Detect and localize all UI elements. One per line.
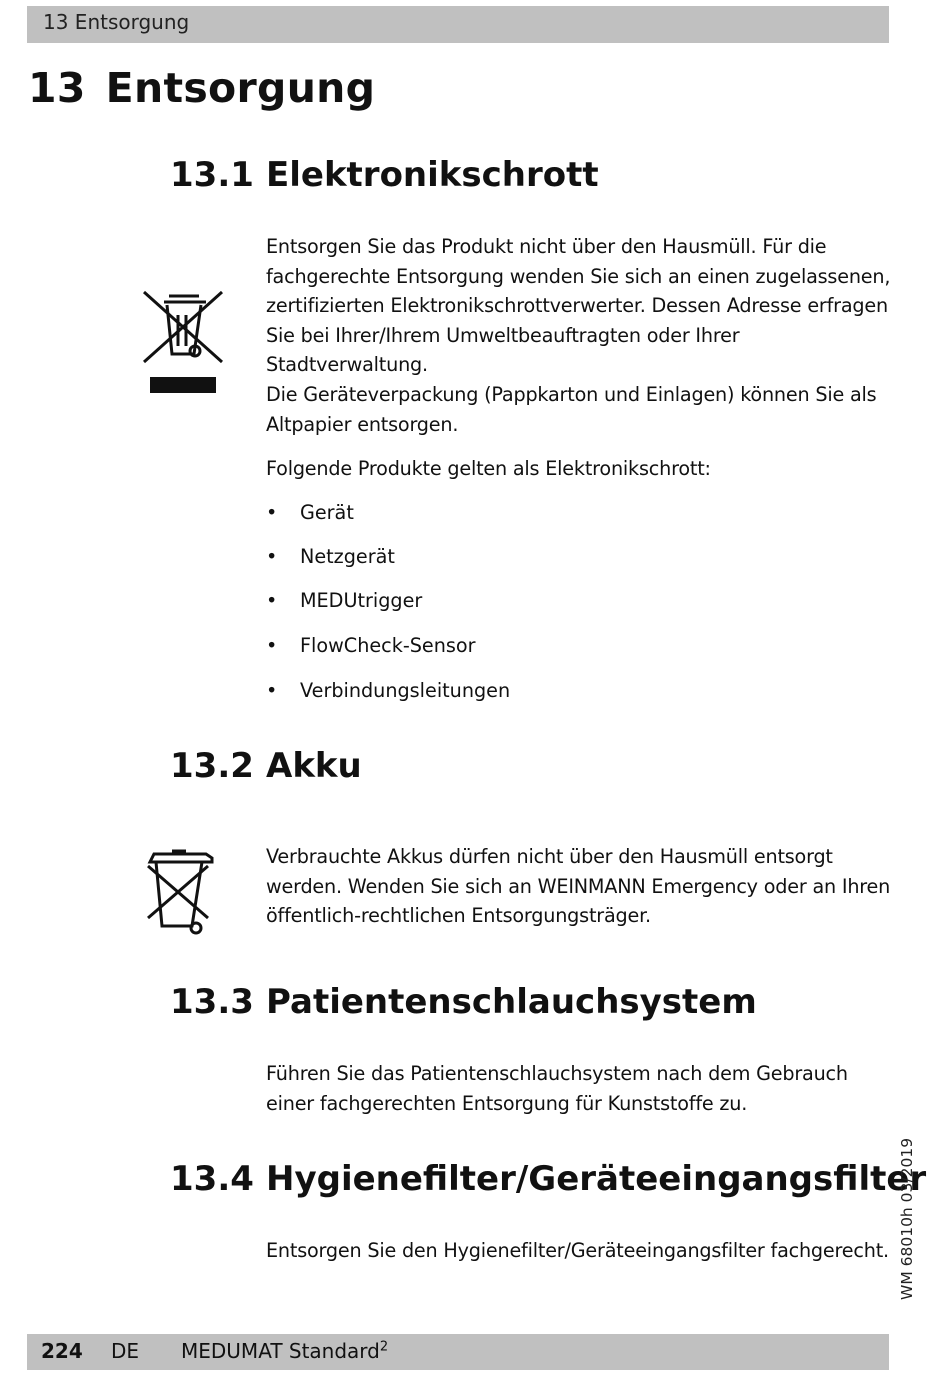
paragraph: Verbrauchte Akkus dürfen nicht über den Hausmüll entsorgt werden. Wenden Sie sich an WEINMANN Emergency oder an Ihren öffentlich-rechtlichen Entsorgungsträger.: [266, 845, 891, 927]
section-title: Elektronikschrott: [266, 155, 599, 195]
page-number: 224: [41, 1339, 83, 1363]
page-footer: [27, 1334, 889, 1370]
chapter-number: 13: [28, 64, 86, 112]
language-code: DE: [111, 1339, 140, 1363]
paragraph: Entsorgen Sie das Produkt nicht über den Hausmüll. Für die fachgerechte Entsorgung wenden Sie sich an einen zugelassenen, zertifizierten Elektronikschrottverwerter. Dessen Adresse erfragen Sie bei Ihrer/Ihrem Umweltbeauftragten oder Ihrer Stadtverwaltung.: [266, 235, 891, 376]
document-code: WM 68010h 03/2019: [898, 1137, 916, 1300]
crossed-out-wheelie-bin-icon: [144, 846, 218, 938]
paragraph: Die Geräteverpackung (Pappkarton und Einlagen) können Sie als Altpapier entsorgen.: [266, 383, 877, 436]
paragraph: Führen Sie das Patientenschlauchsystem nach dem Gebrauch einer fachgerechten Entsorgung für Kunststoffe zu.: [266, 1062, 848, 1115]
section-number: 13.2: [170, 746, 254, 786]
running-header: [27, 6, 889, 43]
section-heading-13-2: [170, 746, 362, 786]
crossed-out-wheelie-bin-with-bar-icon: [140, 288, 226, 396]
section-number: 13.1: [170, 155, 254, 195]
chapter-title: [28, 64, 375, 112]
section-heading-13-4: [170, 1159, 926, 1199]
section-number: 13.3: [170, 982, 254, 1022]
section-title: Hygienefilter/Geräteeingangsfilter: [266, 1159, 927, 1199]
section-title: Akku: [266, 746, 362, 786]
paragraph: Folgende Produkte gelten als Elektronikschrott:: [266, 457, 711, 480]
section-number: 13.4: [170, 1159, 254, 1199]
paragraph: Entsorgen Sie den Hygienefilter/Geräteeingangsfilter fachgerecht.: [266, 1239, 889, 1262]
running-header-title: 13 Entsorgung: [43, 10, 190, 34]
section-title: Patientenschlauchsystem: [266, 982, 757, 1022]
chapter-title-text: Entsorgung: [105, 64, 376, 112]
product-name: MEDUMAT Standard$^2$: [181, 1339, 389, 1363]
section-heading-13-3: [170, 982, 757, 1022]
section-heading-13-1: [170, 155, 599, 195]
